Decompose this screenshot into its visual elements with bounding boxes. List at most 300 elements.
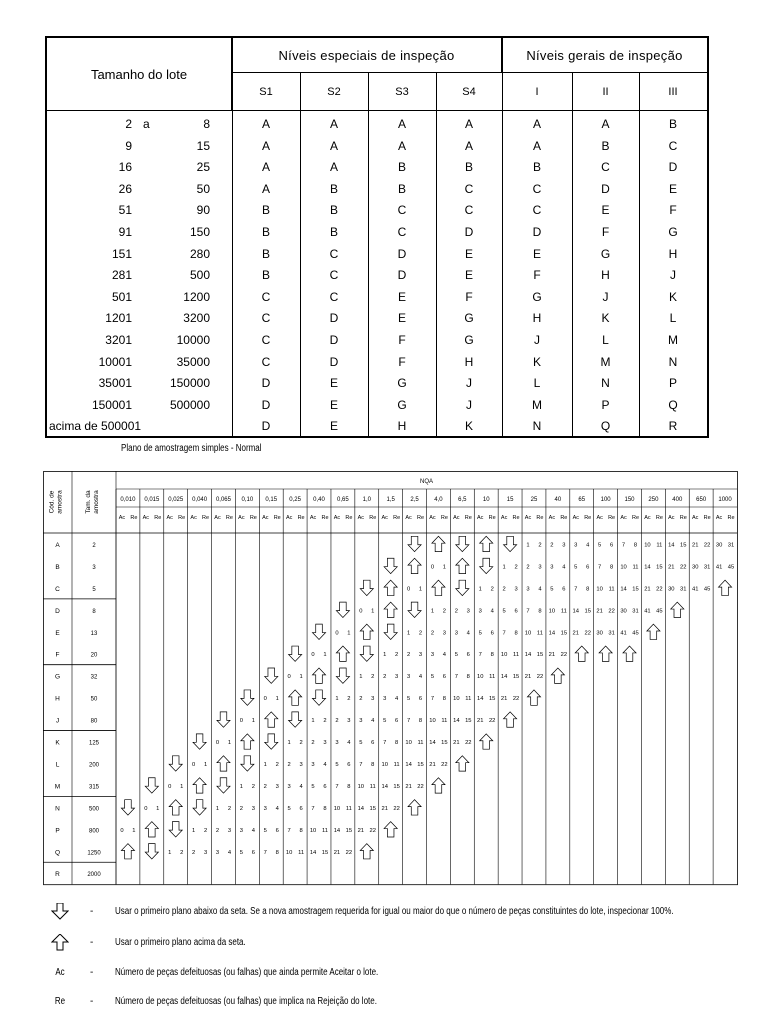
sample-code-cell: D: [261, 397, 271, 412]
nqa-level: 650: [696, 497, 707, 503]
ac-value: 0: [144, 805, 148, 812]
ac-label: Ac: [620, 515, 627, 521]
ac-value: 21: [500, 696, 508, 703]
code-header: amostra: [56, 490, 64, 514]
arrow-down-icon: [384, 558, 397, 573]
nqa-level: 6,5: [458, 497, 467, 503]
sample-size: 3: [92, 564, 96, 571]
level-col-s3: S3: [368, 73, 436, 111]
ac-value: 21: [572, 630, 580, 637]
ac-value: 21: [405, 783, 412, 790]
arrow-down-icon: [456, 536, 469, 551]
sample-code-cell: E: [329, 419, 338, 434]
ac-value: 1: [430, 608, 435, 615]
re-value: 4: [347, 740, 351, 747]
re-value: 8: [275, 849, 279, 856]
ac-value: 1: [311, 718, 315, 725]
arrow-down-icon: [265, 734, 278, 749]
arrow-up-icon: [623, 646, 636, 661]
sample-code-cell: B: [329, 203, 338, 218]
sample-code-cell: G: [600, 246, 611, 261]
sample-code-cell: D: [532, 225, 542, 239]
ac-value: 7: [383, 740, 387, 747]
ac-label: Ac: [500, 515, 508, 521]
re-label: Re: [393, 515, 401, 521]
sample-code-cell: Q: [600, 419, 611, 434]
sample-code-cell: N: [532, 419, 542, 434]
ac-value: 1: [406, 630, 411, 637]
lot-row: [47, 373, 707, 393]
nqa-level: 1,5: [386, 497, 395, 503]
ac-value: 0: [359, 608, 363, 615]
sample-code-cell: E: [601, 203, 610, 218]
re-value: 6: [275, 827, 279, 834]
lot-range-to: 15: [196, 138, 210, 153]
lot-range-to: 90: [196, 203, 210, 218]
ac-value: 14: [620, 586, 627, 593]
ac-value: 3: [287, 783, 291, 790]
re-value: 3: [466, 608, 470, 615]
lot-row: [47, 200, 707, 220]
ac-value: 0: [192, 761, 196, 768]
lot-range-to: 8: [203, 117, 210, 131]
ac-label: Ac: [381, 515, 388, 521]
re-label: Re: [297, 515, 305, 521]
sample-code-cell: C: [261, 289, 271, 304]
arrow-down-icon: [193, 800, 206, 815]
ac-label: Ac: [118, 515, 126, 521]
re-value: 8: [490, 652, 494, 659]
ac-value: 1: [287, 740, 291, 747]
sample-size: 500: [88, 806, 100, 813]
sample-code-cell: F: [398, 354, 406, 369]
re-value: 22: [584, 630, 591, 637]
sample-size: 13: [90, 630, 98, 637]
arrow-up-icon: [718, 580, 731, 595]
ac-value: 14: [429, 740, 436, 747]
ac-value: 10: [548, 608, 556, 615]
nqa-level: 0,025: [168, 497, 184, 503]
nqa-level: 0,15: [265, 497, 278, 503]
ac-value: 7: [406, 718, 411, 725]
arrow-up-icon: [265, 712, 278, 727]
re-value: 22: [560, 652, 568, 659]
sample-code-cell: K: [601, 311, 610, 326]
re-value: 11: [393, 761, 400, 768]
arrow-up-icon: [121, 844, 134, 859]
arrow-up-icon: [336, 646, 349, 661]
re-label: Re: [178, 515, 186, 521]
lot-range-from: 150001: [91, 397, 132, 412]
re-value: 6: [251, 849, 255, 856]
ac-value: 14: [500, 674, 508, 681]
arrow-up-icon: [480, 536, 493, 551]
re-value: 6: [418, 696, 423, 703]
re-value: 8: [442, 696, 447, 703]
ac-value: 41: [620, 630, 627, 637]
re-value: 11: [345, 805, 352, 812]
re-value: 8: [418, 718, 423, 725]
arrow-down-icon: [217, 778, 230, 793]
size-header: amostra: [93, 490, 100, 514]
sample-size: 2000: [87, 872, 101, 879]
nqa-level: 150: [624, 497, 635, 503]
sample-code-cell: A: [261, 181, 270, 196]
sample-size: 315: [88, 784, 100, 791]
ac-value: 2: [239, 805, 244, 812]
re-value: 15: [393, 783, 400, 790]
arrow-up-icon: [575, 646, 588, 661]
ac-value: 1: [478, 586, 482, 593]
sample-size: 32: [90, 674, 98, 681]
sample-code-cell: B: [668, 117, 677, 131]
re-label: Re: [727, 515, 735, 521]
size-header: Tam. da: [85, 490, 92, 514]
re-value: 45: [703, 586, 711, 593]
re-value: 11: [298, 849, 305, 856]
sample-code-cell: D: [329, 311, 339, 326]
re-label: Re: [464, 515, 472, 521]
ac-value: 7: [287, 827, 291, 834]
ac-value: 7: [502, 630, 506, 637]
re-value: 15: [632, 586, 639, 593]
lot-range-from: 35001: [98, 376, 132, 391]
sample-code: R: [55, 871, 60, 879]
ac-label: Ac: [548, 515, 556, 521]
lot-size-header: Tamanho do lote: [47, 38, 232, 111]
lot-range-to: 150: [189, 225, 210, 239]
ac-value: 3: [430, 652, 435, 659]
lot-range-from: 26: [118, 181, 132, 196]
legend-text: Usar o primeiro plano acima da seta.: [115, 937, 246, 948]
nqa-level: 100: [600, 497, 611, 503]
ac-value: 1: [263, 761, 267, 768]
legend-dash: -: [90, 906, 94, 917]
arrow-down-icon: [480, 558, 493, 573]
re-value: 3: [323, 740, 327, 747]
sample-code-cell: A: [329, 160, 338, 175]
legend-dash: -: [90, 937, 94, 948]
re-value: 3: [395, 674, 399, 681]
ac-value: 10: [357, 783, 365, 790]
re-label: Re: [488, 515, 496, 521]
ac-label: Ac: [238, 515, 245, 521]
sample-code-cell: H: [668, 246, 678, 261]
re-value: 15: [465, 718, 472, 725]
re-value: 4: [586, 542, 590, 549]
nqa-level: 4,0: [434, 497, 443, 503]
sample-code-cell: N: [601, 376, 610, 391]
sample-code-cell: P: [668, 376, 677, 391]
ac-value: 5: [335, 761, 339, 768]
sample-size: 125: [88, 740, 100, 747]
re-value: 11: [321, 827, 329, 834]
ac-value: 5: [311, 783, 315, 790]
nqa-header: NQA: [419, 479, 434, 485]
re-value: 15: [560, 630, 568, 637]
re-value: 11: [489, 674, 496, 681]
sample-code-cell: M: [600, 354, 611, 369]
ac-value: 2: [311, 740, 315, 747]
arrow-up-icon: [432, 778, 445, 793]
arrow-down-icon: [456, 580, 469, 595]
lot-range-to: 10000: [176, 333, 210, 347]
arrow-down-icon: [241, 690, 254, 705]
re-value: 3: [275, 783, 279, 790]
ac-value: 3: [215, 849, 220, 856]
re-value: 2: [203, 827, 208, 834]
arrow-up-icon: [360, 624, 373, 639]
ac-label: Ac: [405, 515, 412, 521]
re-value: 22: [393, 805, 400, 812]
re-value: 2: [180, 849, 184, 856]
re-value: 11: [513, 652, 520, 659]
re-label: Re: [345, 515, 353, 521]
re-value: 2: [227, 805, 232, 812]
ac-value: 3: [406, 674, 411, 681]
lot-row: [47, 416, 707, 436]
sample-code-cell: D: [329, 333, 339, 347]
re-value: 11: [656, 542, 663, 549]
re-label: Re: [154, 515, 162, 521]
sample-code-cell: H: [464, 354, 474, 369]
re-value: 31: [703, 564, 711, 571]
ac-value: 21: [429, 761, 436, 768]
sample-code-cell: F: [398, 333, 406, 347]
re-value: 4: [442, 652, 447, 659]
arrow-up-icon: [145, 822, 158, 837]
nqa-level: 65: [578, 497, 586, 503]
arrow-up-icon: [360, 844, 373, 859]
ac-value: 5: [454, 652, 458, 659]
lot-row: [47, 352, 707, 372]
re-value: 22: [345, 849, 353, 856]
ac-value: 10: [381, 761, 388, 768]
re-value: 6: [490, 630, 494, 637]
ac-value: 0: [406, 586, 411, 593]
nqa-level: 15: [506, 497, 514, 503]
re-value: 45: [656, 608, 663, 615]
re-value: 6: [586, 564, 590, 571]
ac-value: 41: [644, 608, 651, 615]
re-value: 8: [633, 542, 638, 549]
lot-row: [47, 287, 707, 307]
re-value: 3: [514, 586, 518, 593]
re-value: 22: [369, 827, 376, 834]
sample-code-cell: K: [532, 354, 541, 369]
legend-item: [45, 996, 745, 1016]
ac-value: 2: [287, 761, 291, 768]
re-value: 15: [441, 740, 448, 747]
re-value: 11: [536, 630, 543, 637]
arrow-up-icon: [169, 800, 182, 815]
arrow-down-icon: [217, 712, 230, 727]
legend-text: Número de peças defeituosas (ou falhas) que ainda permite Aceitar o lote.: [115, 967, 379, 978]
re-value: 31: [632, 608, 639, 615]
sample-code-cell: A: [532, 138, 541, 153]
re-value: 3: [299, 761, 303, 768]
re-value: 8: [586, 586, 590, 593]
sample-code: N: [55, 805, 60, 813]
re-value: 3: [442, 630, 447, 637]
arrow-down-icon: [336, 668, 349, 683]
sample-code-cell: C: [532, 203, 542, 218]
sampling-plan-caption: Plano de amostragem simples - Normal: [121, 443, 262, 454]
sample-code-cell: J: [466, 397, 472, 412]
lot-size-code-table: [45, 36, 709, 438]
re-value: 4: [395, 696, 399, 703]
nqa-level: 0,040: [192, 497, 208, 503]
re-value: 1: [156, 805, 160, 812]
sample-code-cell: A: [601, 117, 610, 131]
re-value: 6: [395, 718, 399, 725]
re-label: Re: [703, 515, 711, 521]
re-value: 22: [465, 740, 472, 747]
ac-value: 2: [454, 608, 458, 615]
ac-value: 0: [287, 674, 291, 681]
lot-range-from: acima de 500001: [49, 419, 142, 434]
ac-label: Ac: [190, 515, 197, 521]
arrow-up-icon: [241, 734, 254, 749]
ac-value: 3: [383, 696, 387, 703]
re-value: 15: [536, 652, 544, 659]
level-col-s2: S2: [300, 73, 368, 111]
ac-value: 0: [263, 696, 267, 703]
arrow-up-icon: [504, 712, 517, 727]
sample-size: 800: [88, 828, 100, 835]
nqa-level: 0,065: [215, 497, 231, 503]
nqa-level: 0,010: [120, 497, 136, 503]
re-value: 1: [323, 652, 327, 659]
nqa-level: 1,0: [362, 497, 371, 503]
re-value: 8: [466, 674, 470, 681]
arrow-up-icon: [671, 602, 684, 617]
sample-code-cell: G: [397, 376, 407, 391]
ac-value: 30: [620, 608, 627, 615]
re-value: 15: [345, 827, 353, 834]
re-value: 11: [608, 586, 615, 593]
re-value: 4: [323, 761, 327, 768]
re-label: Re: [584, 515, 592, 521]
re-value: 45: [632, 630, 639, 637]
ac-value: 10: [644, 542, 651, 549]
arrow-up-icon: [527, 690, 540, 705]
sample-code-cell: B: [261, 225, 270, 239]
re-value: 22: [441, 761, 448, 768]
lot-range-to: 280: [189, 246, 210, 261]
ac-value: 10: [596, 586, 603, 593]
sample-code-cell: D: [464, 225, 474, 239]
ac-label: Ac: [142, 515, 150, 521]
ac-value: 14: [524, 652, 532, 659]
ac-value: 7: [478, 652, 482, 659]
sample-code-cell: E: [464, 268, 473, 283]
ac-value: 5: [478, 630, 482, 637]
arrow-down-icon: [336, 602, 349, 617]
re-value: 11: [560, 608, 567, 615]
sample-code-cell: C: [261, 333, 271, 347]
re-value: 22: [680, 564, 687, 571]
sample-code-cell: D: [668, 160, 678, 175]
sample-code: C: [55, 585, 60, 593]
ac-value: 2: [359, 696, 363, 703]
lot-range-from: 151: [111, 246, 132, 261]
re-value: 3: [227, 827, 232, 834]
ac-value: 14: [333, 827, 341, 834]
re-label: Re: [130, 515, 138, 521]
ac-label: Ac: [309, 515, 317, 521]
sample-code-cell: C: [464, 181, 474, 196]
sample-code-cell: L: [602, 333, 609, 347]
re-value: 4: [418, 674, 423, 681]
sample-size: 50: [90, 696, 98, 703]
re-value: 4: [371, 718, 375, 725]
ac-value: 21: [357, 827, 365, 834]
sample-code-cell: A: [464, 117, 473, 131]
re-value: 8: [347, 783, 351, 790]
ac-value: 5: [430, 674, 435, 681]
lot-range-to: 500000: [169, 397, 210, 412]
ac-value: 3: [263, 805, 267, 812]
nqa-level: 10: [482, 497, 490, 503]
legend-symbol-re: Re: [54, 996, 66, 1007]
sample-code-cell: B: [329, 181, 338, 196]
re-value: 11: [441, 718, 448, 725]
sample-code-cell: G: [668, 225, 678, 239]
re-value: 2: [275, 761, 279, 768]
ac-value: 10: [620, 564, 627, 571]
ac-value: 2: [406, 652, 411, 659]
ac-value: 1: [526, 542, 530, 549]
ac-value: 10: [333, 805, 341, 812]
ac-value: 0: [430, 564, 435, 571]
re-value: 4: [490, 608, 494, 615]
lot-range-from: 9: [125, 138, 132, 153]
sample-size: 1250: [87, 850, 101, 857]
ac-label: Ac: [166, 515, 173, 521]
re-value: 1: [203, 761, 208, 768]
sample-code-cell: C: [329, 289, 339, 304]
sample-code: K: [55, 739, 60, 747]
ac-label: Ac: [691, 515, 699, 521]
ac-value: 1: [239, 783, 244, 790]
lot-range-to: 150000: [169, 376, 210, 391]
re-value: 22: [536, 674, 544, 681]
re-value: 31: [680, 586, 687, 593]
ac-value: 21: [477, 718, 484, 725]
re-label: Re: [536, 515, 544, 521]
re-value: 15: [680, 542, 687, 549]
re-value: 22: [703, 542, 711, 549]
ac-value: 0: [120, 827, 124, 834]
re-value: 4: [466, 630, 470, 637]
ac-value: 1: [502, 564, 506, 571]
lot-range-from: 3201: [105, 333, 132, 347]
re-value: 3: [371, 696, 375, 703]
arrow-up-icon: [456, 558, 469, 573]
re-value: 2: [371, 674, 375, 681]
arrow-up-icon: [289, 690, 302, 705]
ac-value: 30: [715, 542, 723, 549]
re-value: 31: [608, 630, 615, 637]
re-value: 2: [538, 542, 542, 549]
sample-code-cell: J: [670, 268, 676, 283]
arrow-down-icon: [408, 602, 421, 617]
ac-value: 21: [596, 608, 603, 615]
sample-code: E: [55, 629, 60, 637]
re-value: 3: [251, 805, 255, 812]
lot-range-to: 500: [189, 268, 210, 283]
